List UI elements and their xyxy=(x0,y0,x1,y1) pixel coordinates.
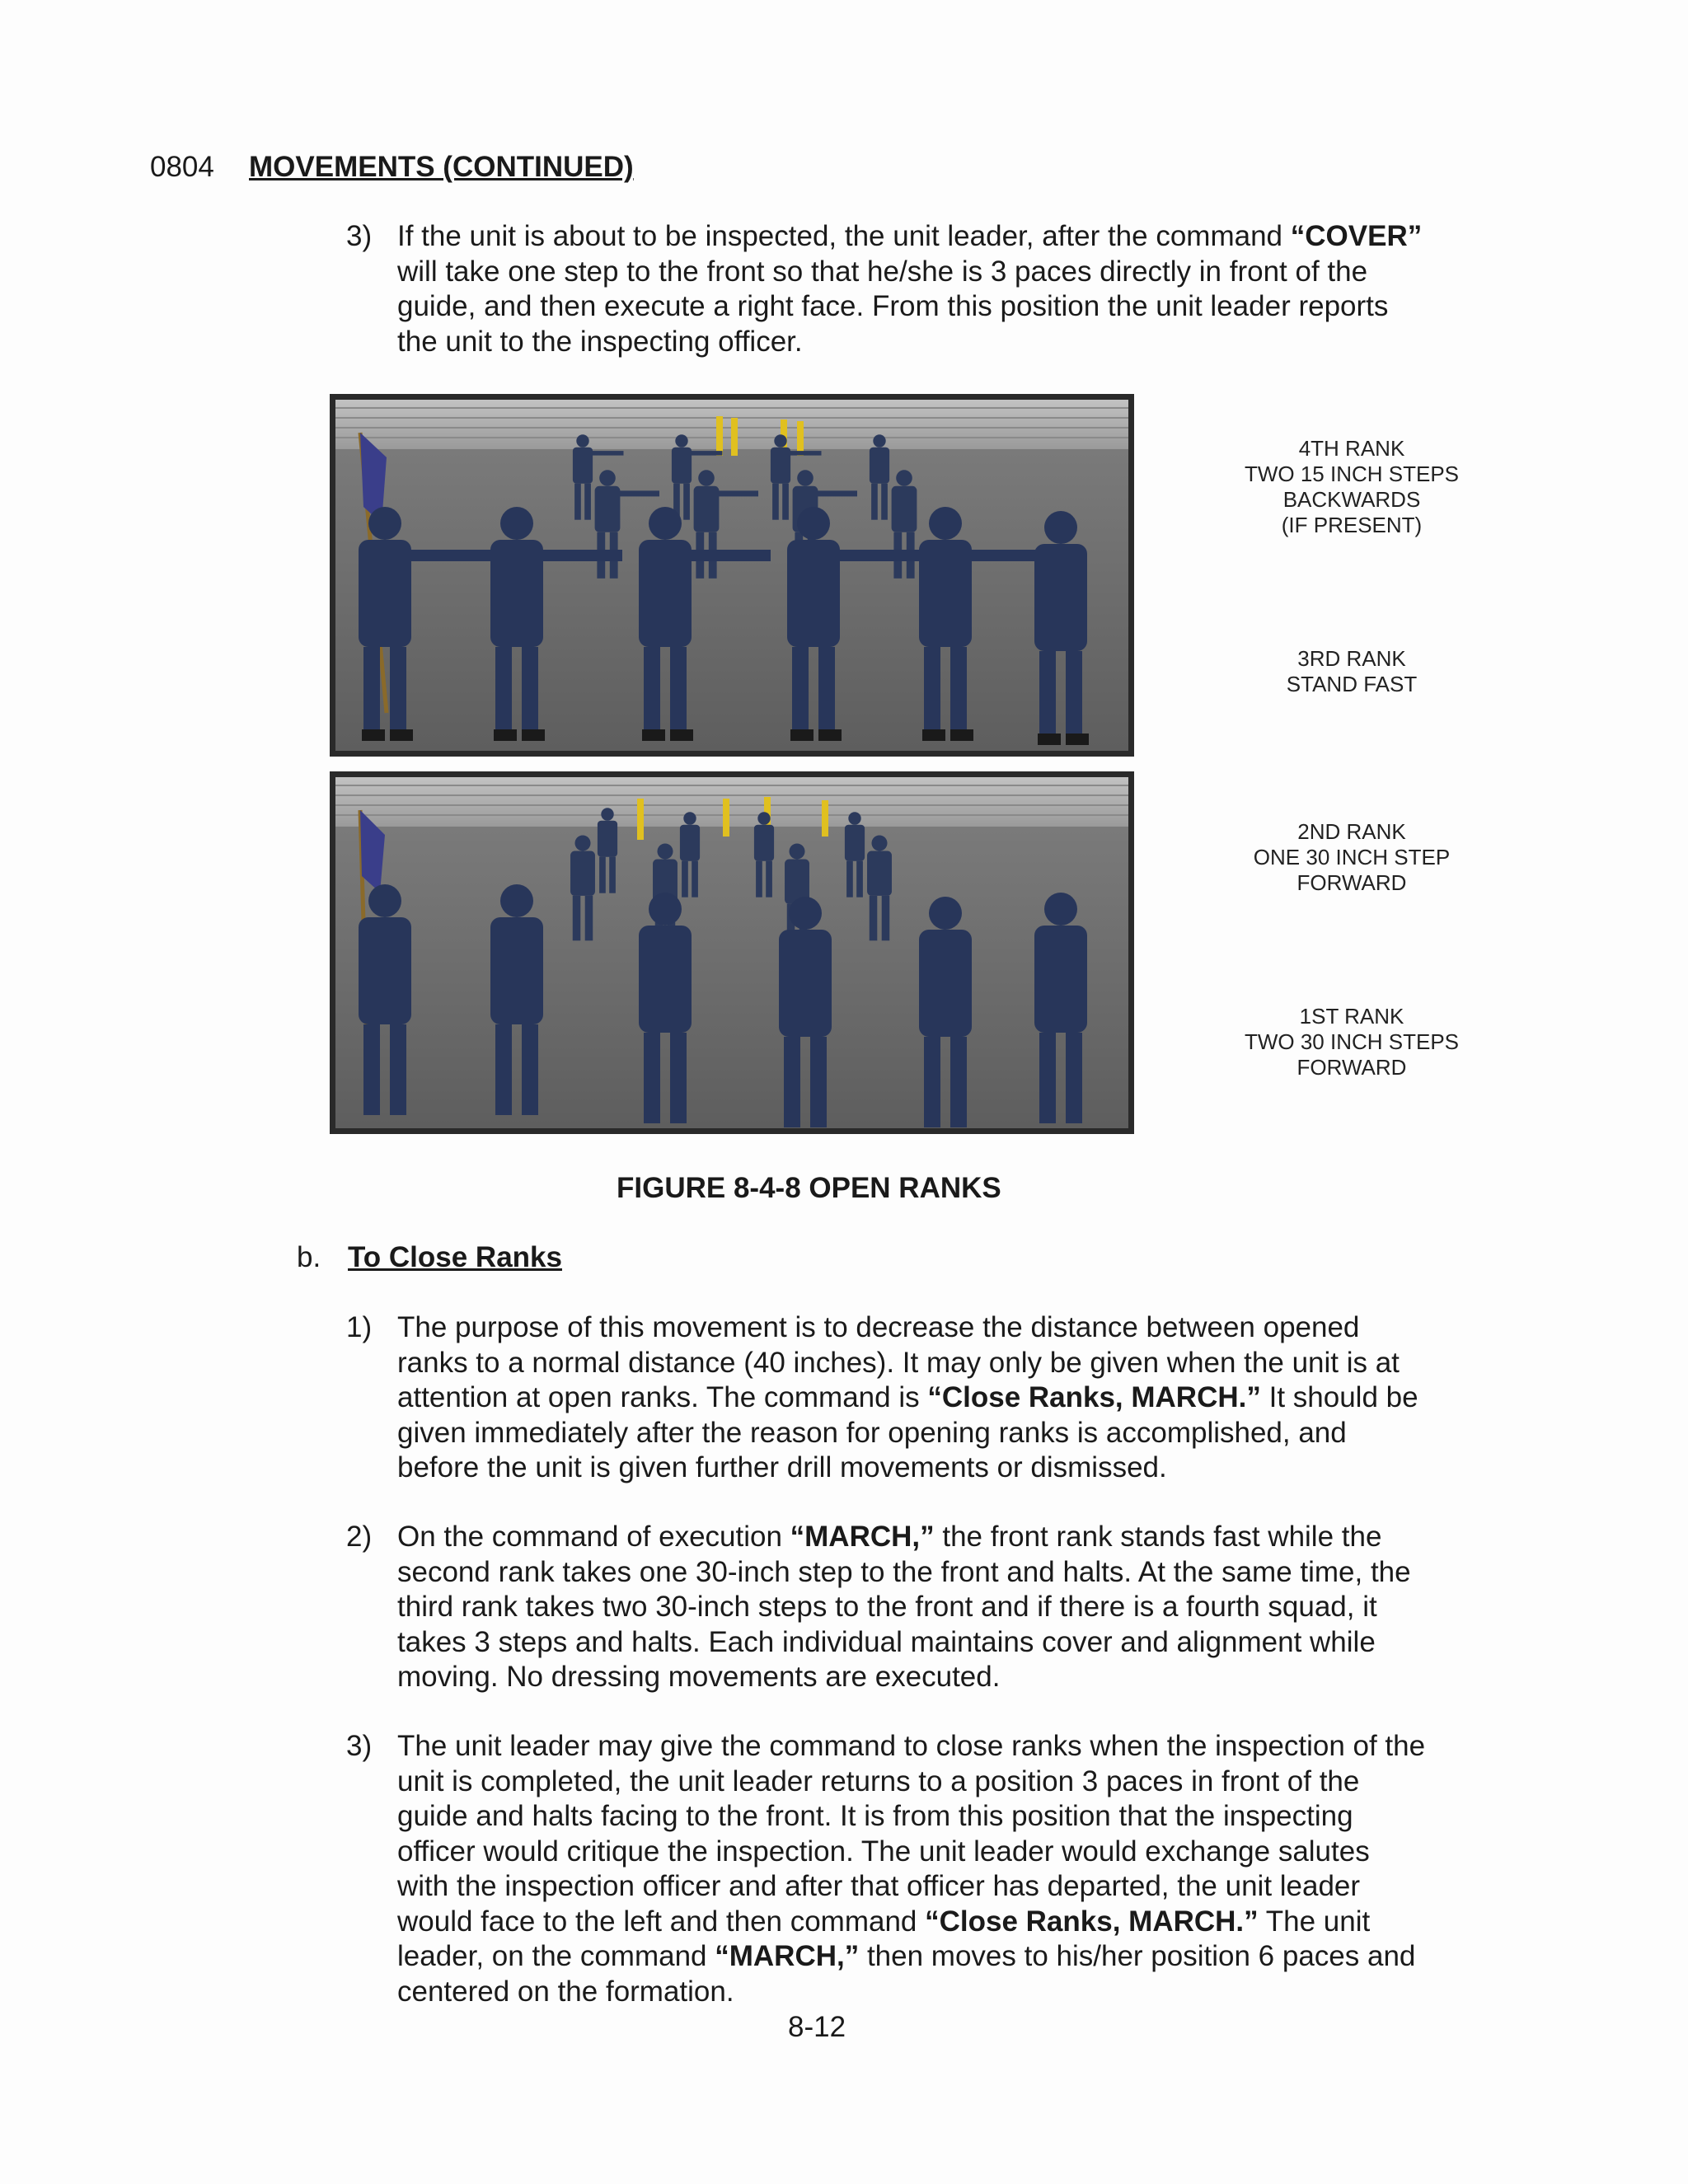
pavement xyxy=(335,827,1128,1128)
figure-photo-normal-ranks xyxy=(330,771,1134,1134)
page-number: 8-12 xyxy=(788,2011,846,2043)
para-b2 xyxy=(397,1520,1502,1695)
command-text: “MARCH,” xyxy=(715,1940,860,1972)
rank-label-line: FORWARD xyxy=(1296,870,1407,895)
body-text: attention at open ranks. The command is xyxy=(397,1381,928,1413)
body-text: The unit xyxy=(1258,1905,1371,1938)
paragraph-line xyxy=(397,1416,1502,1451)
subsection-label: b. xyxy=(297,1241,321,1273)
label-rank-4 xyxy=(1212,436,1492,538)
label-rank-1 xyxy=(1212,1004,1492,1080)
command-text: “Close Ranks, MARCH.” xyxy=(927,1381,1261,1413)
rank-label-line: 1ST RANK xyxy=(1299,1004,1404,1029)
label-rank-2 xyxy=(1212,819,1492,896)
open-ranks-illustration xyxy=(335,400,1128,751)
rank-label-line: STAND FAST xyxy=(1286,672,1418,696)
paragraph-line xyxy=(397,1835,1502,1870)
para-b1-number: 1) xyxy=(346,1311,373,1343)
para-top-3-number: 3) xyxy=(346,220,373,252)
body-text: It should be xyxy=(1260,1381,1418,1413)
paragraph-line xyxy=(397,1625,1502,1661)
para-b2-number: 2) xyxy=(346,1521,373,1553)
body-text: moving. No dressing movements are executed. xyxy=(397,1661,1001,1693)
paragraph-line xyxy=(397,1660,1502,1695)
subsection-title: To Close Ranks xyxy=(348,1241,562,1273)
paragraph-line xyxy=(397,1765,1502,1800)
paragraph-line xyxy=(397,289,1502,325)
label-rank-3 xyxy=(1212,646,1492,697)
body-text: third rank takes two 30-inch steps to the front and if there is a fourth squad, it xyxy=(397,1591,1377,1623)
command-text: “COVER” xyxy=(1290,220,1423,252)
rank-label-line: TWO 30 INCH STEPS xyxy=(1244,1029,1460,1054)
paragraph-line xyxy=(397,1869,1502,1905)
paragraph-line xyxy=(397,1310,1502,1346)
body-text: will take one step to the front so that he/she is 3 paces directly in front of the xyxy=(397,255,1368,288)
body-text: The unit leader may give the command to close ranks when the inspection of the xyxy=(397,1730,1426,1762)
body-text: would face to the left and then command xyxy=(397,1905,926,1938)
paragraph-line xyxy=(397,1799,1502,1835)
body-text: centered on the formation. xyxy=(397,1975,734,2008)
para-top-3 xyxy=(397,219,1502,359)
paragraph-line xyxy=(397,1520,1502,1555)
paragraph-line xyxy=(397,1380,1502,1416)
body-text: unit is completed, the unit leader returns to a position 3 paces in front of the xyxy=(397,1765,1360,1797)
figure-photo-open-ranks xyxy=(330,394,1134,757)
body-text: given immediately after the reason for opening ranks is accomplished, and xyxy=(397,1416,1347,1449)
body-text: second rank takes one 30-inch step to the front and halts. At the same time, the xyxy=(397,1555,1411,1588)
body-text: before the unit is given further drill movements or dismissed. xyxy=(397,1451,1167,1483)
body-text: officer would critique the inspection. The unit leader would exchange salutes xyxy=(397,1835,1370,1868)
paragraph-line xyxy=(397,1555,1502,1591)
section-title: MOVEMENTS (CONTINUED) xyxy=(249,151,634,183)
rank-label-line: ONE 30 INCH STEP xyxy=(1253,845,1451,869)
body-text: On the command of execution xyxy=(397,1521,790,1553)
paragraph-line xyxy=(397,1975,1502,2010)
body-text: leader, on the command xyxy=(397,1940,715,1972)
body-text: takes 3 steps and halts. Each individual maintains cover and alignment while xyxy=(397,1625,1376,1658)
paragraph-line xyxy=(397,1590,1502,1625)
rank-label-line: 2ND RANK xyxy=(1297,819,1406,844)
para-b1 xyxy=(397,1310,1502,1486)
paragraph-line xyxy=(397,1905,1502,1940)
paragraph-line xyxy=(397,255,1502,290)
rank-label-line: (IF PRESENT) xyxy=(1281,513,1423,537)
paragraph-line xyxy=(397,1729,1502,1765)
rank-label-line: 3RD RANK xyxy=(1297,646,1406,671)
para-b3-number: 3) xyxy=(346,1730,373,1762)
body-text: If the unit is about to be inspected, the unit leader, after the command xyxy=(397,220,1291,252)
body-text: ranks to a normal distance (40 inches). It may only be given when the unit is at xyxy=(397,1346,1400,1379)
body-text: with the inspection officer and after that officer has departed, the unit leader xyxy=(397,1870,1361,1902)
body-text: guide, and then execute a right face. From this position the unit leader reports xyxy=(397,290,1389,322)
paragraph-line xyxy=(397,1939,1502,1975)
paragraph-line xyxy=(397,219,1502,255)
figure-caption: FIGURE 8-4-8 OPEN RANKS xyxy=(617,1172,1001,1204)
paragraph-line xyxy=(397,1451,1502,1486)
paragraph-line xyxy=(397,325,1502,360)
body-text: guide and halts facing to the front. It is from this position that the inspecting xyxy=(397,1800,1353,1832)
command-text: “Close Ranks, MARCH.” xyxy=(925,1905,1259,1938)
section-number: 0804 xyxy=(150,151,214,183)
paragraph-line xyxy=(397,1346,1502,1381)
body-text: the front rank stands fast while the xyxy=(934,1521,1382,1553)
rank-label-line: FORWARD xyxy=(1296,1055,1407,1080)
normal-ranks-illustration xyxy=(335,777,1128,1128)
rank-label-line: BACKWARDS xyxy=(1282,487,1421,512)
rank-label-line: TWO 15 INCH STEPS xyxy=(1244,462,1460,486)
body-text: the unit to the inspecting officer. xyxy=(397,325,803,358)
command-text: “MARCH,” xyxy=(790,1521,935,1553)
body-text: The purpose of this movement is to decrease the distance between opened xyxy=(397,1311,1360,1343)
body-text: then moves to his/her position 6 paces and xyxy=(859,1940,1416,1972)
rank-label-line: 4TH RANK xyxy=(1298,436,1405,461)
para-b3 xyxy=(397,1729,1502,2009)
